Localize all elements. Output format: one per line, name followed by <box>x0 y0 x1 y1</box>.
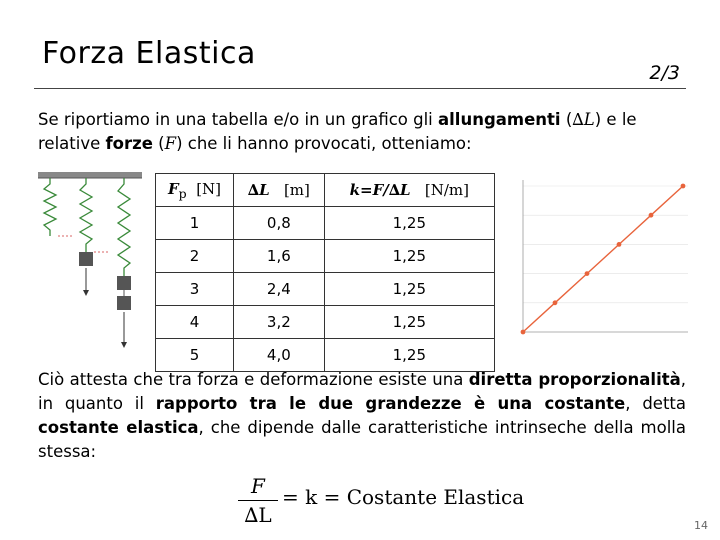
data-point <box>681 184 686 189</box>
data-point <box>521 330 526 335</box>
conclusion-text: Ciò attesta che tra forza e deformazione esiste una <box>38 370 469 389</box>
intro-paragraph <box>38 108 688 156</box>
intro-bold-allungamenti: allungamenti <box>438 110 561 129</box>
delta-l-symbol: ∆L <box>572 110 595 129</box>
page-indicator: 2/3 <box>649 62 680 84</box>
springs-illustration <box>38 172 142 352</box>
data-point <box>553 300 558 305</box>
elongation-force-chart <box>503 172 693 352</box>
formula-numerator: F <box>251 474 265 498</box>
table-row: 3 2,4 1,25 <box>156 273 495 306</box>
table-row: 5 4,0 1,25 <box>156 339 495 372</box>
data-point <box>585 271 590 276</box>
force-symbol: F <box>164 134 177 153</box>
conclusion-text: , in quanto il <box>38 370 687 413</box>
fraction-bar <box>238 500 278 501</box>
page-title: Forza Elastica <box>42 36 256 71</box>
header-elongation: ∆L [m] <box>234 174 325 207</box>
mass-1 <box>79 252 93 266</box>
header-constant: k=F/∆L [N/m] <box>324 174 494 207</box>
elastic-constant-formula <box>238 474 528 528</box>
conclusion-bold-rapporto: rapporto tra le due grandezze è una costante <box>155 394 626 413</box>
conclusion-bold-costante: costante elastica <box>38 418 199 437</box>
ceiling-support <box>38 172 142 178</box>
conclusion-paragraph <box>38 368 686 464</box>
conclusion-text: , detta <box>625 394 686 413</box>
header-force: $F_p$ [N] <box>156 174 234 207</box>
intro-text: ( <box>560 110 573 129</box>
spring-loaded-2 <box>118 178 130 276</box>
intro-bold-forze: forze <box>105 134 153 153</box>
intro-text: ( <box>152 134 165 153</box>
table-header-row <box>156 174 495 207</box>
conclusion-bold-proporzionalita: diretta proporzionalità <box>468 370 681 389</box>
slide-number: 14 <box>694 519 708 532</box>
formula-denominator: ∆L <box>244 503 272 527</box>
formula-rhs: = k = Costante Elastica <box>282 485 525 509</box>
formula-fraction <box>238 474 278 527</box>
data-table <box>155 173 495 372</box>
data-point <box>617 242 622 247</box>
intro-text: ) che li hanno provocati, otteniamo: <box>176 134 472 153</box>
mass-2a <box>117 276 131 290</box>
series-line <box>523 186 683 332</box>
title-divider <box>34 88 686 89</box>
table-row: 4 3,2 1,25 <box>156 306 495 339</box>
conclusion-text: , che dipende dalle caratteristiche intrinseche della molla stessa: <box>38 418 686 461</box>
spring-loaded-1 <box>80 178 92 252</box>
table-row: 1 0,8 1,25 <box>156 207 495 240</box>
mass-2b <box>117 296 131 310</box>
data-point <box>649 213 654 218</box>
intro-text: Se riportiamo in una tabella e/o in un grafico gli <box>38 110 439 129</box>
spring-unloaded <box>44 178 56 236</box>
intro-text: ) e le relative <box>38 110 637 153</box>
force-arrow-1 <box>83 290 89 296</box>
table-row: 2 1,6 1,25 <box>156 240 495 273</box>
force-arrow-2 <box>121 342 127 348</box>
